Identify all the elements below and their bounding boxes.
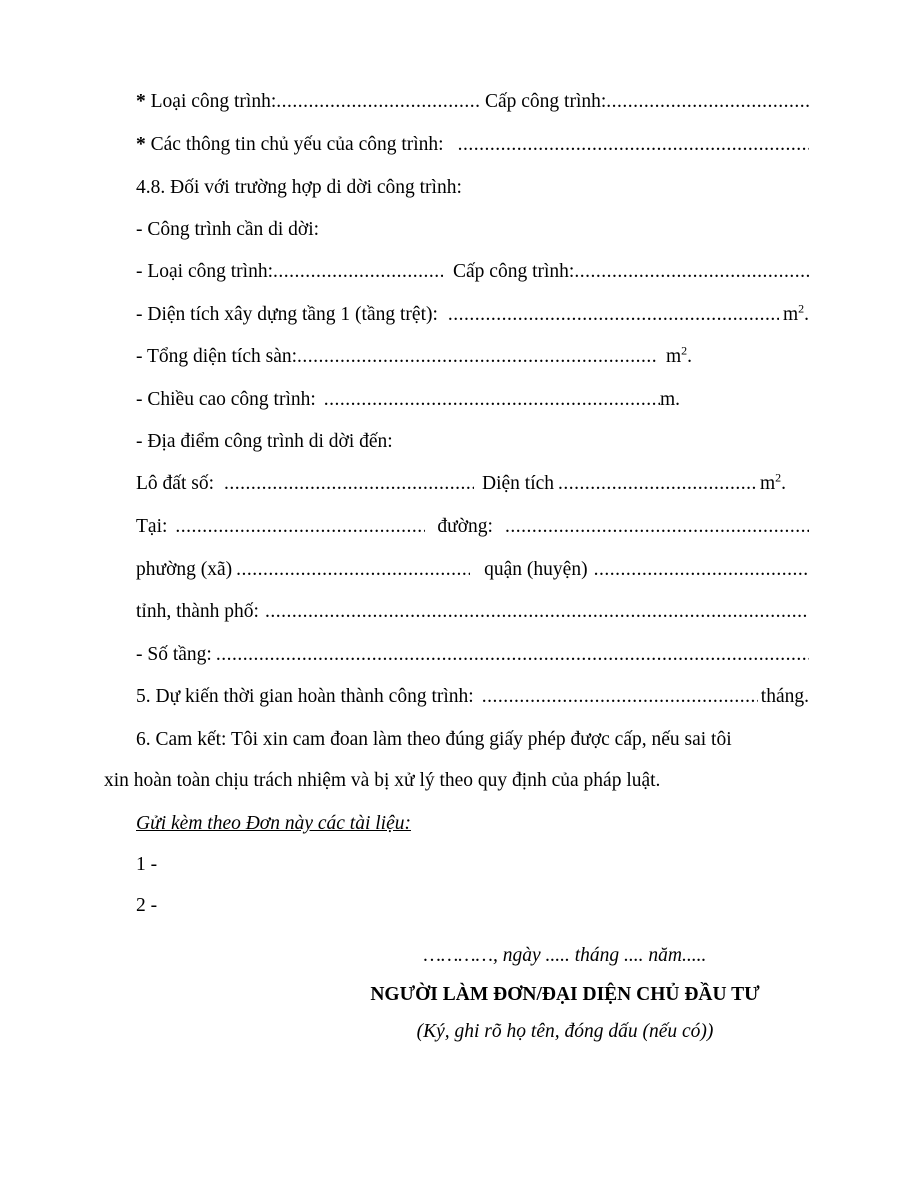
section-4-8-heading: 4.8. Đối với trường hợp di dời công trình: <box>136 177 462 198</box>
dots-ward <box>236 558 470 582</box>
dots-move-building-grade <box>574 260 809 284</box>
label-building-grade: Cấp công trình: <box>484 91 607 112</box>
label-province-city: tỉnh, thành phố: <box>136 601 259 622</box>
dots-at <box>175 515 425 539</box>
row-number-of-floors <box>136 643 809 667</box>
row-main-info <box>136 133 809 157</box>
label-main-info: * Các thông tin chủ yếu của công trình: <box>136 134 444 155</box>
label-number-of-floors: - Số tầng: <box>136 644 212 665</box>
row-move-building-type <box>136 260 809 284</box>
dots-street <box>505 515 809 539</box>
dots-province-city <box>265 600 809 624</box>
attachment-item-2: 2 - <box>136 895 158 916</box>
dots-building-grade <box>606 90 809 114</box>
row-building-height <box>136 388 680 412</box>
commitment-line-1: 6. Cam kết: Tôi xin cam đoan làm theo đúng giấy phép được cấp, nếu sai tôi <box>136 729 732 750</box>
row-building-type <box>136 90 809 114</box>
label-ground-floor-area: - Diện tích xây dựng tầng 1 (tầng trệt): <box>136 304 438 325</box>
unit-meter: m. <box>659 389 680 410</box>
label-building-type: * Loại công trình: <box>136 91 277 112</box>
unit-month: tháng. <box>760 686 809 707</box>
label-total-floor-area: - Tổng diện tích sàn: <box>136 346 298 367</box>
date-line: …………, ngày ..... tháng .... năm..... <box>423 945 707 966</box>
label-building-height: - Chiều cao công trình: <box>136 389 316 410</box>
commitment-line-2: xin hoàn toàn chịu trách nhiệm và bị xử lý theo quy định của pháp luật. <box>104 770 661 791</box>
attachment-item-1: 1 - <box>136 854 158 875</box>
label-area: Diện tích <box>482 473 555 494</box>
row-expected-completion <box>136 685 809 709</box>
dots-number-of-floors <box>216 643 809 667</box>
signer-title: NGƯỜI LÀM ĐƠN/ĐẠI DIỆN CHỦ ĐẦU TƯ <box>370 984 760 1005</box>
label-move-building-type: - Loại công trình: <box>136 261 274 282</box>
attachments-title: Gửi kèm theo Đơn này các tài liệu: <box>136 813 411 834</box>
dots-total-floor-area <box>297 345 658 369</box>
row-total-floor-area <box>136 345 692 369</box>
unit-square-meter: $m^2$. <box>665 343 692 367</box>
label-at: Tại: <box>136 516 168 537</box>
dots-move-building-type <box>273 260 443 284</box>
label-land-lot: Lô đất số: <box>136 473 214 494</box>
label-relocation-site: - Địa điểm công trình di dời đến: <box>136 431 393 452</box>
dots-area <box>558 472 756 496</box>
label-district: quận (huyện) <box>484 559 588 580</box>
row-province-city <box>136 600 809 624</box>
label-street: đường: <box>437 516 493 537</box>
dots-building-type <box>276 90 479 114</box>
dots-expected-completion <box>482 685 758 709</box>
dots-land-lot <box>224 472 474 496</box>
row-ground-floor-area <box>136 303 809 327</box>
row-ward-district <box>136 558 809 582</box>
dots-district <box>594 558 809 582</box>
label-move-building-grade: Cấp công trình: <box>453 261 575 282</box>
dots-main-info <box>458 133 809 157</box>
label-ward: phường (xã) <box>136 559 233 580</box>
label-building-to-move: - Công trình cần di dời: <box>136 219 320 240</box>
row-land-lot <box>136 472 786 496</box>
unit-square-meter: $m^2$. <box>782 301 809 325</box>
signer-note: (Ký, ghi rõ họ tên, đóng dấu (nếu có)) <box>416 1021 714 1042</box>
label-expected-completion: 5. Dự kiến thời gian hoàn thành công trình: <box>136 686 474 707</box>
unit-square-meter: $m^2$. <box>759 470 786 494</box>
row-address-street <box>136 515 809 539</box>
dots-building-height <box>324 388 660 412</box>
dots-ground-floor-area <box>448 303 779 327</box>
